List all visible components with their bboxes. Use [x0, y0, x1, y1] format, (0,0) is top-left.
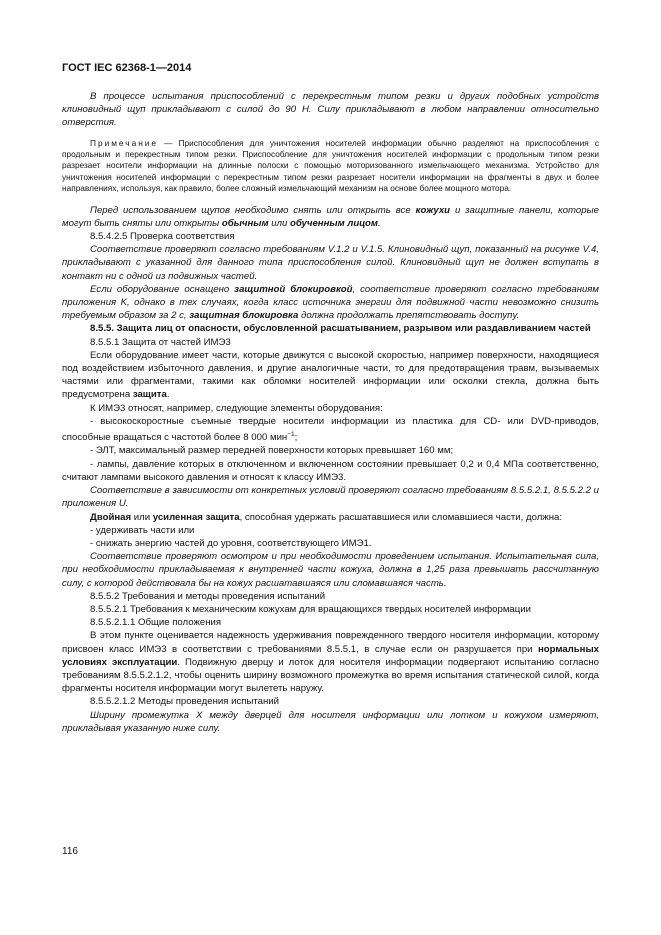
text-run: . Подвижную дверцу и лоток для носителя информации подвергают испытанию согласно требованиям 8.5.5.2.1.2, чтобы оценить ширину возможного промежутка во время испытания статической силой, когда фрагменты носителя информации могут вылететь наружу.	[62, 656, 600, 695]
list-item	[62, 415, 599, 445]
page-header: ГОСТ IEC 62368-1—2014	[62, 62, 192, 74]
text-run: .	[166, 389, 170, 401]
term-instructed-person: обученным лицом	[289, 217, 378, 229]
superscript: −1	[287, 431, 295, 439]
section-heading-8-5-5-1: 8.5.5.1 Защита от частей ИМЭ3	[90, 336, 231, 348]
section-heading-8-5-5-2-1-1: 8.5.5.2.1.1 Общие положения	[90, 617, 222, 629]
page-body	[62, 90, 599, 735]
section-heading-8-5-5-2-1-2: 8.5.5.2.1.2 Методы проведения испытаний	[90, 696, 280, 708]
paragraph-double-reinforced	[62, 511, 599, 524]
text-run: должна продолжать препятствовать доступу.	[298, 310, 520, 322]
section-heading-8-5-5: 8.5.5. Защита лиц от опасности, обусловленной расшатыванием, разрывом или раздавливанием частей	[90, 323, 591, 335]
text-run: или	[268, 217, 290, 229]
paragraph-compliance-v: Соответствие проверяют согласно требованиям V.1.2 и V.1.5. Клиновидный щуп, показанный на рисунке V.4, прикладывают с указанной для данного типа приспособления силой. Клиновидный щуп не должен вступать в контакт ни с одной из подвижных частей.	[62, 244, 599, 282]
list-item: - снижать энергию частей до уровня, соответствующего ИМЭ1.	[90, 537, 372, 549]
text-run: , способная удержать расшатавшиеся или сломавшиеся части, должна:	[239, 511, 563, 523]
paragraph-high-speed-parts	[62, 349, 599, 402]
term-normal-operating-conditions: нормальных условиях эксплуатации	[62, 643, 599, 668]
text-run: , соответствие проверяют согласно требованиям приложения K, однако в тех случаях, когда класс источника энергии для подвижной части невозможно снизить требуемым образом за 2 с,	[62, 283, 600, 322]
text-run: .	[377, 217, 381, 229]
page-number: 116	[62, 846, 78, 857]
paragraph-compliance-conditions: Соответствие в зависимости от конкретных условий проверяют согласно требованиям 8.5.5.2.1, 8.5.5.2.2 и приложения U.	[62, 485, 599, 510]
section-heading-8-5-5-2-1: 8.5.5.2.1 Требования к механическим кожухам для вращающихся твердых носителей информации	[90, 603, 531, 615]
text-run: В этом пункте оценивается надежность удерживания поврежденного твердого носителя информации, которому присвоен класс ИМЭ3 в соответствии с требованиями 8.5.5.1, в случае если он разрушается при	[62, 630, 599, 655]
term-safety-interlock: защитной блокировкой	[234, 283, 353, 295]
paragraph-interlock	[62, 283, 599, 323]
list-item: - лампы, давление которых в отключенном и включенном состоянии превышает 0,2 и 0,4 МПа соответственно, считают лампами высокого давления и относят к классу ИМЭ3.	[62, 458, 599, 483]
term-ordinary: обычным	[221, 217, 269, 229]
text-run: и защитные панели, которые могут быть сняты или открыты	[62, 204, 599, 229]
term-double: Двойная	[90, 511, 132, 523]
section-heading-8-5-4-2-5: 8.5.4.2.5 Проверка соответствия	[90, 231, 235, 243]
section-heading-8-5-5-2: 8.5.5.2 Требования и методы проведения испытаний	[90, 590, 326, 602]
term-reinforced-safeguard: усиленная защита	[152, 511, 240, 523]
paragraph-wedge-probe-force: В процессе испытания приспособлений с перекрестным типом резки и других подобных устройств клиновидный щуп прикладывают с силой до 90 Н. Силу прикладывают в любом направлении относительно отверстия.	[62, 91, 599, 129]
paragraph-compliance-inspection: Соответствие проверяют осмотром и при необходимости проведением испытания. Испытательная сила, при необходимости прикладываемая к внутренней части кожуха, должна в 1,25 раза превышать рассчитанную силу, с которой действовала бы на кожух расшатавшаяся или сломавшаяся часть.	[62, 551, 599, 589]
note-text: Приспособления для уничтожения носителей информации обычно разделяют на приспособления с продольным и перекрестным типом резки. Приспособление для уничтожения носителей информации с продольным типом резки разрезает носители информации на длинные полоски с помощью моторизованного измельчающего механизма. Устройство для уничтожения носителей информации с перекрестным типом резки разрезает носители информации на фрагменты в двух и более направлениях, используя, как правило, более сложный измельчающий механизм на основе более мощного мотора.	[62, 137, 599, 194]
note	[62, 138, 599, 195]
paragraph-mes3-examples: К ИМЭ3 относят, например, следующие элементы оборудования:	[90, 402, 383, 414]
list-item: - удерживать части или	[90, 524, 195, 536]
text-run: Перед использованием щупов необходимо снять или открыть все	[90, 204, 416, 216]
text-run: или	[131, 511, 153, 523]
term-covers: кожухи	[415, 204, 451, 216]
text-run: - высокоскоростные съемные твердые носители информации из пластика для CD- или DVD-приводов, способные вращаться с частотой более 8 000 мин	[62, 415, 599, 444]
text-run: ;	[294, 432, 298, 444]
paragraph-gap-width: Ширину промежутка X между дверцей для носителя информации или лотком и кожухом измеряют, прикладывая указанную ниже силу.	[62, 709, 599, 734]
paragraph-remove-covers	[62, 204, 599, 230]
note-label: Примечание	[90, 137, 159, 148]
term-safeguard: защита	[132, 389, 167, 401]
paragraph-media-retention	[62, 629, 599, 695]
text-run: Если оборудование оснащено	[90, 283, 235, 295]
term-safety-interlock: защитная блокировка	[189, 310, 299, 322]
text-run: Если оборудование имеет части, которые движутся с высокой скоростью, например поверхности, находящиеся под воздействием избыточного давления, и другие аналогичные части, то для предотвращения травм, вызываемых частями или фрагментами, такими как обломки носителей информации или осколки стекла, должна быть предусмотрена	[62, 349, 599, 401]
note-dash: —	[158, 137, 179, 148]
list-item: - ЭЛТ, максимальный размер передней поверхности которых превышает 160 мм;	[90, 445, 454, 457]
